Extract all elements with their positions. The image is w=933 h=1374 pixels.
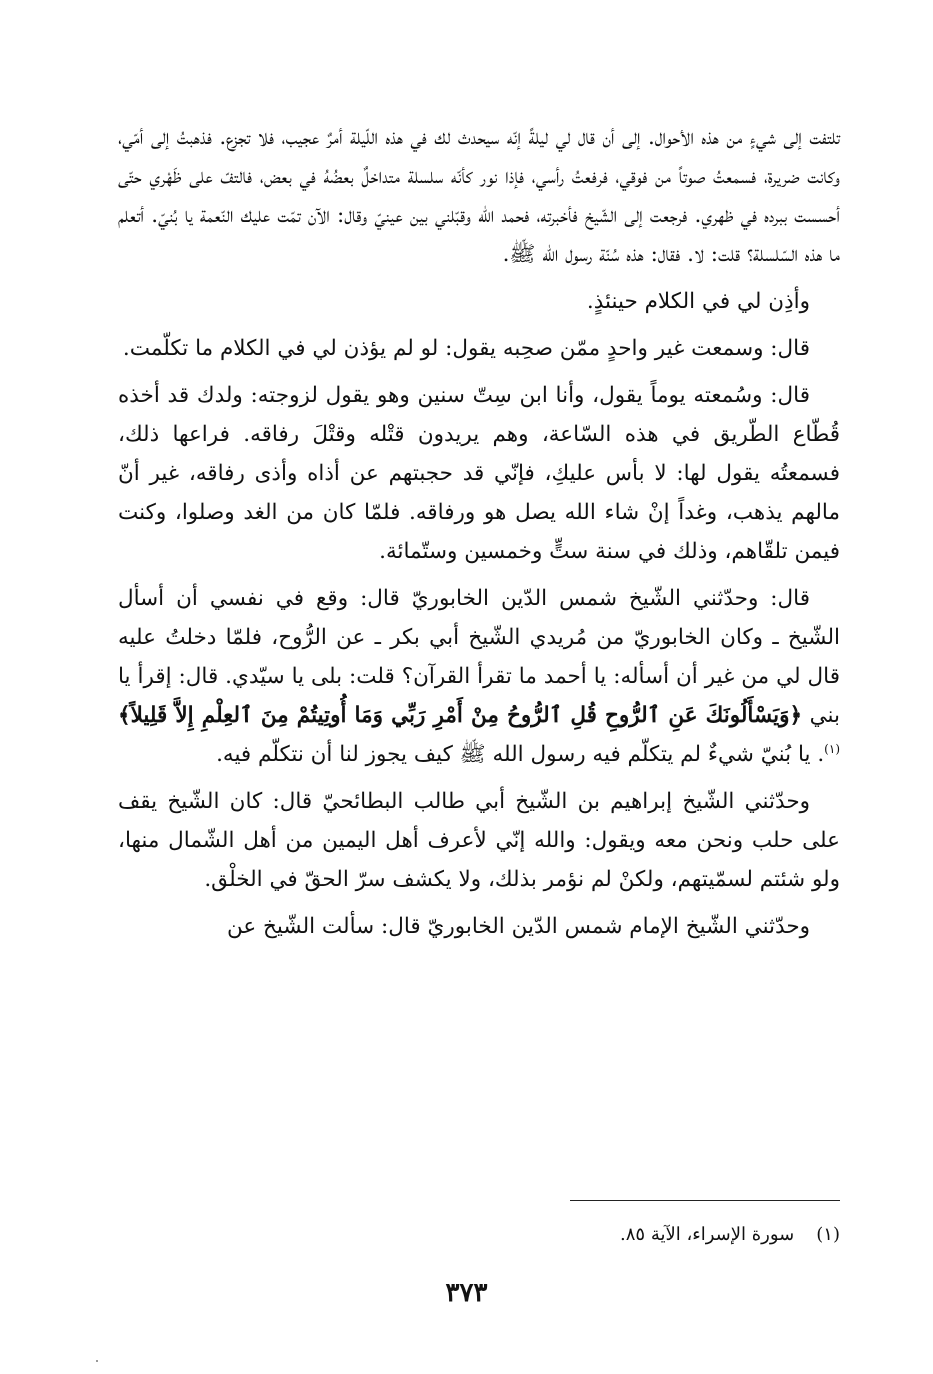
footnote-reference: (١) <box>824 741 840 756</box>
paragraph-6: وحدّثني الشّيخ إبراهيم بن الشّيخ أبي طالب البطائحيّ قال: كان الشّيخ يقف على حلب ونحن معه ويقول: والله إنّي لأعرف أهل اليمين من أهل الشّمال منها، ولو شئتم لسمّيتهم، ولكنْ لم نؤمر بذلك، ولا يكشف سرّ الحقّ في الخلْق. <box>118 789 840 892</box>
paragraph-3: قال: وسمعت غير واحدٍ ممّن صحِبه يقول: لو لم يؤذن لي في الكلام ما تكلّمت. <box>122 336 810 361</box>
paragraph-5 <box>118 579 840 774</box>
scan-speck <box>96 1360 98 1362</box>
paragraph-5-text-before: قال: وحدّثني الشّيخ شمس الدّين الخابوريّ قال: وقع في نفسي أن أسأل الشّيخ ـ وكان الخابوريّ من مُريدي الشّيخ أبي بكر ـ عن الرُّوح، فلمّا دخلتُ عليه قال لي من غير أن أسأله: يا أحمد ما تقرأ القرآن؟ قلت: بلى يا سيّدي. قال: إقرأ يا بني <box>118 586 840 728</box>
footnote-divider <box>570 1200 840 1201</box>
footnote <box>620 1222 840 1248</box>
page-body <box>118 118 840 946</box>
paragraph-5-text-after: . يا بُنيّ شيءٌ لم يتكلّم فيه رسول الله ﷺ كيف يجوز لنا أن نتكلّم فيه. <box>216 742 825 767</box>
paragraph-7: وحدّثني الشّيخ الإمام شمس الدّين الخابوريّ قال: سألت الشّيخ عن <box>227 914 810 939</box>
footnote-text: سورة الإسراء، الآية ٨٥. <box>620 1224 795 1245</box>
paragraph-1: تلتفت إلى شيءٍ من هذه الأحوال. إلى أن قال لي ليلةً إنّه سيحدث لك في هذه اللّيلة أمرٌ عجيب، فلا تجزع. فذهبتُ إلى أمّي، وكانت ضريرة، فسمعتُ صوتاً من فوقي، فرفعتُ رأسي، فإذا نور كأنّه سلسلة متداخلٌ بعضُهُ في بعض، فالتفّ على ظَهْري حتّى أحسست ببرده في ظهري. فرجعت إلى الشّيخ فأخبرته، فحمد الله وقبّلني بين عينيّ وقال: الآن تمّت عليك النّعمة يا بُنيّ. أتعلم ما هذه السّلسلة؟ قلت: لا. فقال: هذه سُنّة رسول الله ﷺ. <box>118 125 840 267</box>
quran-verse: ﴿وَيَسْأَلُونَكَ عَنِ ٱلرُّوحِ قُلِ ٱلرُّوحُ مِنْ أَمْرِ رَبِّي وَمَا أُوتِيتُمْ مِنَ ٱلعِلْمِ إِلاَّ قَلِيلاً﴾ <box>118 703 803 728</box>
paragraph-4: قال: وسُمعته يوماً يقول، وأنا ابن سِتّ سنين وهو يقول لزوجته: ولدك قد أخذه قُطّاع الطّريق في هذه السّاعة، وهم يريدون قتْله وقتْلَ رفاقه. فراعها ذلك، فسمعتُه يقول لها: لا بأس عليكِ، فإنّي قد حجبتهم عن أذاه وأذى رفاقه، غير أنّ مالهم يذهب، وغداً إنْ شاء الله يصل هو ورفاقه. فلمّا كان من الغد وصلوا، وكنت فيمن تلقّاهم، وذلك في سنة ستٍّ وخمسين وستّمائة. <box>118 383 840 564</box>
paragraph-2: وأذِن لي في الكلام حينئذٍ. <box>586 289 810 314</box>
page-number: ٣٧٣ <box>445 1278 488 1308</box>
footnote-number: (١) <box>816 1224 840 1245</box>
